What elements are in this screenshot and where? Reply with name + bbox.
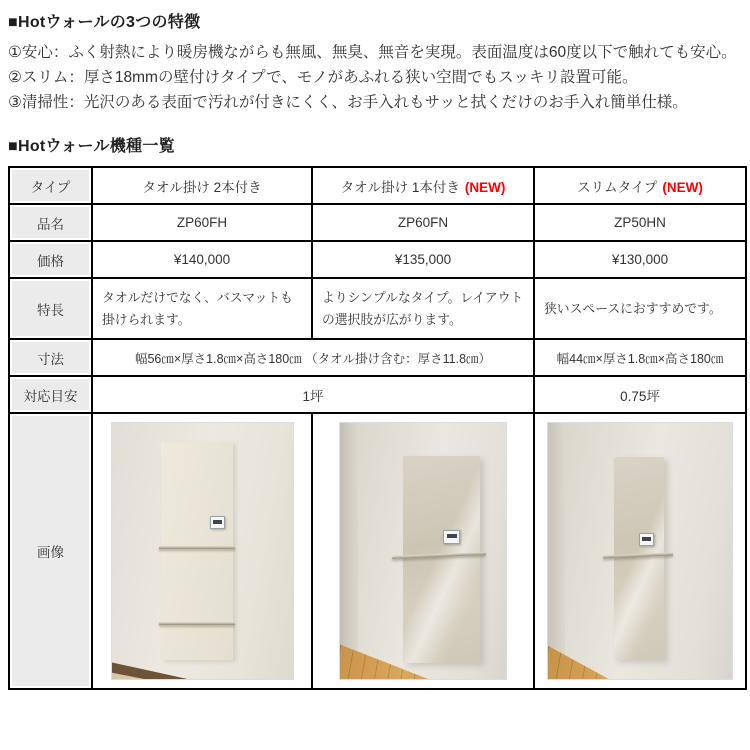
- towel-bar-lower: [159, 622, 236, 625]
- type-text: タオル掛け 1本付き: [340, 179, 460, 195]
- cell-capacity-towel-models: 1坪: [92, 376, 534, 413]
- product-photo-zp50hn: [547, 422, 733, 680]
- heater-panel: [614, 457, 664, 661]
- product-photo-zp60fn: [339, 422, 507, 680]
- gloss-reflection: [614, 457, 664, 661]
- table-row-image: [9, 413, 746, 689]
- control-screen: [447, 534, 457, 538]
- type-text: タオル掛け 2本付き: [142, 179, 262, 195]
- cell-type-zp60fh: [92, 167, 312, 204]
- cell-dimensions-towel-models: 幅56㎝×厚さ1.8㎝×高さ180㎝ （タオル掛け含む：厚さ11.8㎝）: [92, 339, 534, 376]
- cell-name-zp60fh: ZP60FH: [92, 204, 312, 241]
- gloss-reflection: [403, 456, 480, 663]
- cell-capacity-slim: 0.75坪: [534, 376, 746, 413]
- row-label-price: 価格: [9, 241, 92, 278]
- control-unit: [639, 533, 654, 546]
- control-unit: [210, 516, 225, 529]
- row-label-capacity: 対応目安: [9, 376, 92, 413]
- table-row-name: [9, 204, 746, 241]
- cell-name-zp60fn: ZP60FN: [312, 204, 534, 241]
- corner-wall: [548, 423, 565, 679]
- corner-wall: [340, 423, 358, 679]
- features-heading: ■Hotウォールの3つの特徴: [8, 14, 201, 31]
- cell-feature-zp60fn: よりシンプルなタイプ。レイアウトの選択肢が広がります。: [312, 278, 534, 339]
- cell-image-zp60fn: [312, 413, 534, 689]
- cell-price-zp50hn: ¥130,000: [534, 241, 746, 278]
- row-label-dimensions: 寸法: [9, 339, 92, 376]
- type-text: スリムタイプ: [577, 179, 658, 195]
- product-photo-zp60fh: [111, 422, 294, 680]
- models-table: [8, 166, 747, 690]
- cell-type-zp60fn: [312, 167, 534, 204]
- row-label-name: 品名: [9, 204, 92, 241]
- feature-item-safety: ①安心：ふく射熱により暖房機ながらも無風、無臭、無音を実現。表面温度は60度以下で触れても安心。: [8, 44, 737, 61]
- row-label-feature: 特長: [9, 278, 92, 339]
- row-label-type: タイプ: [9, 167, 92, 204]
- table-row-feature: [9, 278, 746, 339]
- models-heading: ■Hotウォール機種一覧: [8, 138, 175, 155]
- table-row-type: [9, 167, 746, 204]
- cell-image-zp60fh: [92, 413, 312, 689]
- cell-price-zp60fn: ¥135,000: [312, 241, 534, 278]
- cell-feature-zp50hn: 狭いスペースにおすすめです。: [534, 278, 746, 339]
- cell-feature-zp60fh: タオルだけでなく、バスマットも掛けられます。: [92, 278, 312, 339]
- table-row-price: [9, 241, 746, 278]
- control-unit: [443, 530, 460, 544]
- table-row-capacity: [9, 376, 746, 413]
- row-label-image: 画像: [9, 413, 92, 689]
- new-badge: (NEW): [662, 179, 703, 195]
- feature-item-slim: ②スリム：厚さ18mmの壁付けタイプで、モノがあふれる狭い空間でもスッキリ設置可能。: [8, 69, 638, 86]
- feature-item-cleaning: ③清掃性：光沢のある表面で汚れが付きにくく、お手入れもサッと拭くだけのお手入れ簡単仕様。: [8, 94, 688, 111]
- cell-name-zp50hn: ZP50HN: [534, 204, 746, 241]
- cell-dimensions-slim: 幅44㎝×厚さ1.8㎝×高さ180㎝: [534, 339, 746, 376]
- cell-image-zp50hn: [534, 413, 746, 689]
- heater-panel: [161, 442, 233, 660]
- table-row-dimensions: [9, 339, 746, 376]
- cell-price-zp60fh: ¥140,000: [92, 241, 312, 278]
- cell-type-zp50hn: [534, 167, 746, 204]
- control-screen: [213, 520, 221, 524]
- heater-panel: [403, 456, 480, 663]
- features-list: [8, 40, 745, 115]
- control-screen: [642, 537, 650, 541]
- new-badge: (NEW): [464, 179, 506, 195]
- towel-bar-upper: [159, 546, 236, 549]
